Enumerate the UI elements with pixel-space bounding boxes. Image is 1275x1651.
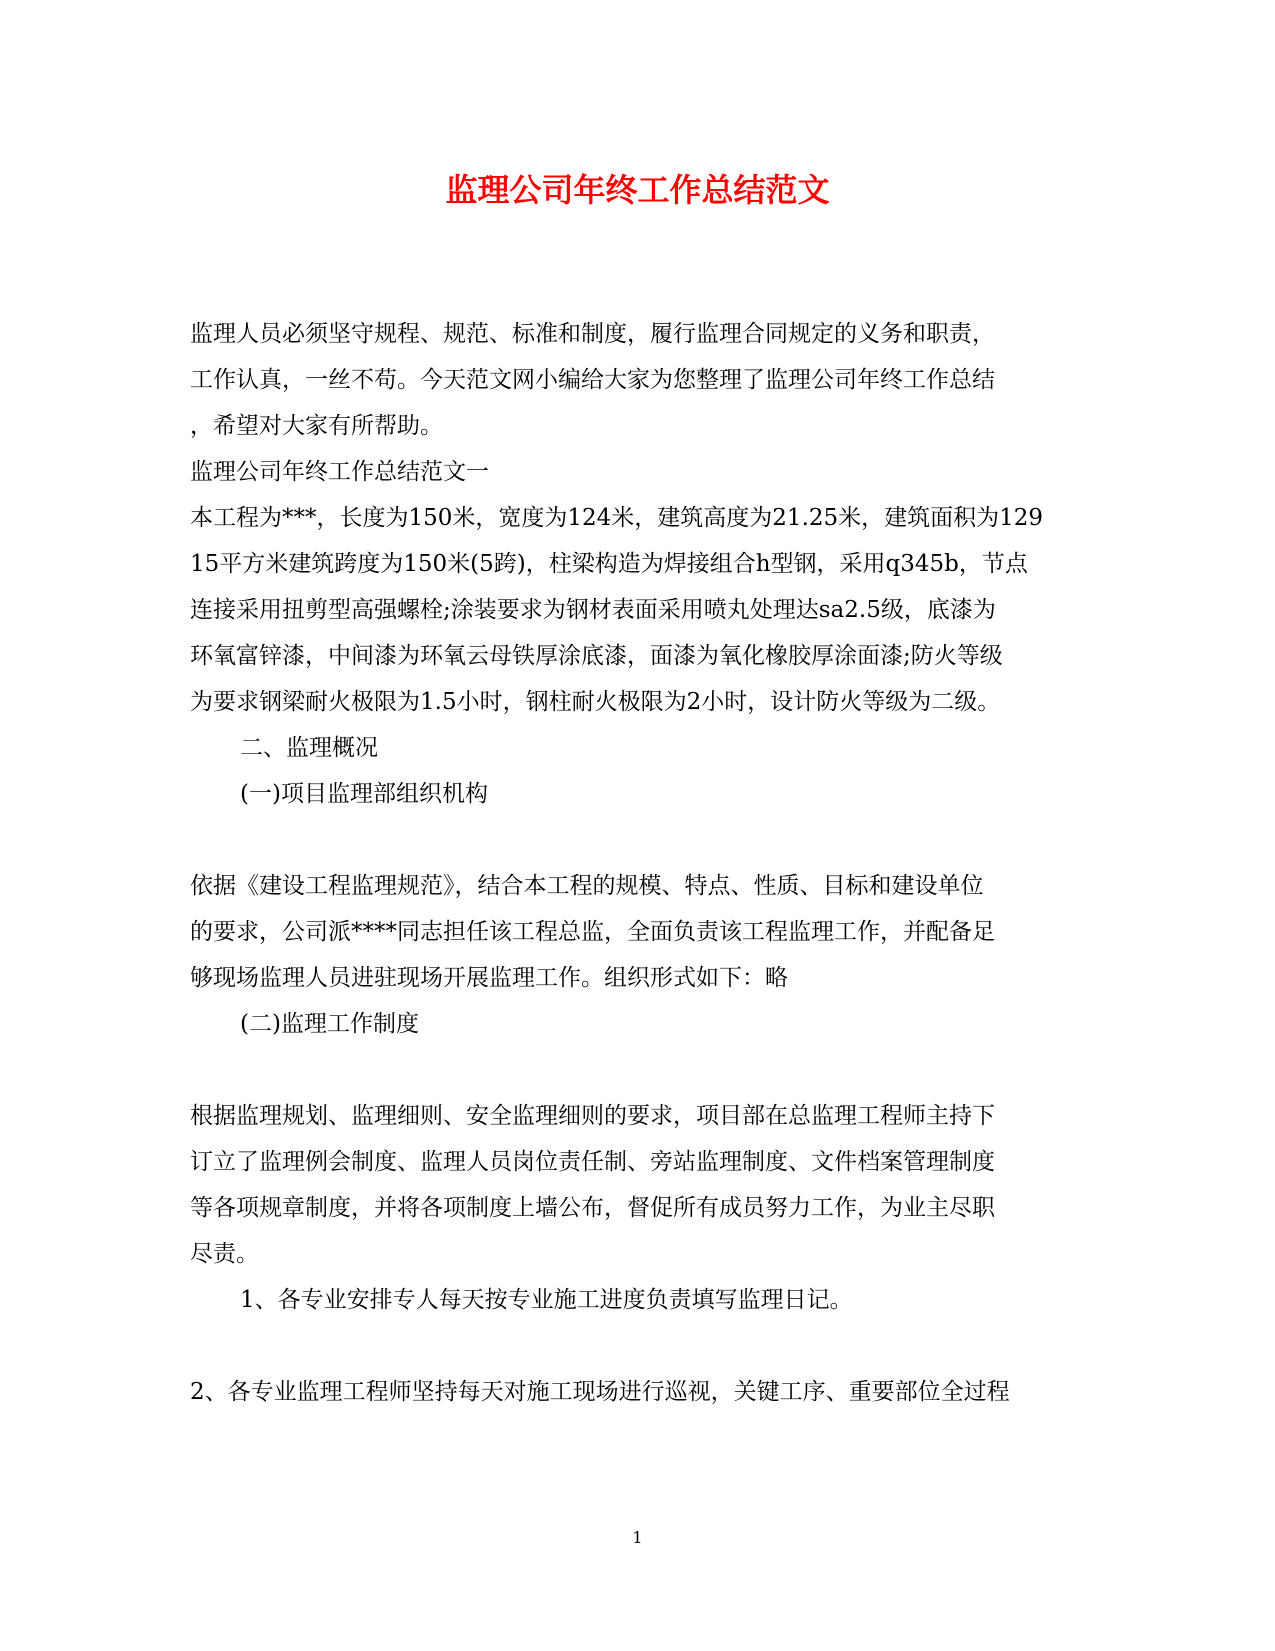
heading-work-rules: (二)监理工作制度 [240,1011,419,1037]
org-line-2: 的要求，公司派****同志担任该工程总监，全面负责该工程监理工作，并配备足 [190,919,995,945]
rules-line-3: 等各项规章制度，并将各项制度上墙公布，督促所有成员努力工作，为业主尽职 [190,1195,995,1221]
project-line-5: 为要求钢梁耐火极限为1.5小时，钢柱耐火极限为2小时，设计防火等级为二级。 [190,689,1001,715]
page-number: 1 [632,1528,643,1547]
rules-line-4: 尽责。 [190,1241,259,1267]
project-line-3: 连接采用扭剪型高强螺栓;涂装要求为钢材表面采用喷丸处理达sa2.5级，底漆为 [190,597,996,623]
list-item-1: 1、各专业安排专人每天按专业施工进度负责填写监理日记。 [240,1287,853,1313]
intro-line-2: 工作认真，一丝不苟。今天范文网小编给大家为您整理了监理公司年终工作总结 [190,367,995,393]
document-title: 监理公司年终工作总结范文 [445,171,830,209]
heading-supervision-overview: 二、监理概况 [240,735,378,761]
rules-line-2: 订立了监理例会制度、监理人员岗位责任制、旁站监理制度、文件档案管理制度 [190,1149,995,1175]
section-title: 监理公司年终工作总结范文一 [190,459,489,485]
intro-line-3: ，希望对大家有所帮助。 [190,413,443,439]
project-line-1: 本工程为***，长度为150米，宽度为124米，建筑高度为21.25米，建筑面积为129 [190,505,1044,531]
rules-line-1: 根据监理规划、监理细则、安全监理细则的要求，项目部在总监理工程师主持下 [190,1103,995,1129]
heading-organization: (一)项目监理部组织机构 [240,781,488,807]
project-line-4: 环氧富锌漆，中间漆为环氧云母铁厚涂底漆，面漆为氧化橡胶厚涂面漆;防火等级 [190,643,1003,669]
list-item-2: 2、各专业监理工程师坚持每天对施工现场进行巡视，关键工序、重要部位全过程 [190,1379,1010,1405]
org-line-3: 够现场监理人员进驻现场开展监理工作。组织形式如下：略 [190,965,788,991]
org-line-1: 依据《建设工程监理规范》，结合本工程的规模、特点、性质、目标和建设单位 [190,873,984,899]
project-line-2: 15平方米建筑跨度为150米(5跨)，柱梁构造为焊接组合h型钢，采用q345b，节点 [190,551,1028,577]
intro-line-1: 监理人员必须坚守规程、规范、标准和制度，履行监理合同规定的义务和职责， [190,321,995,347]
